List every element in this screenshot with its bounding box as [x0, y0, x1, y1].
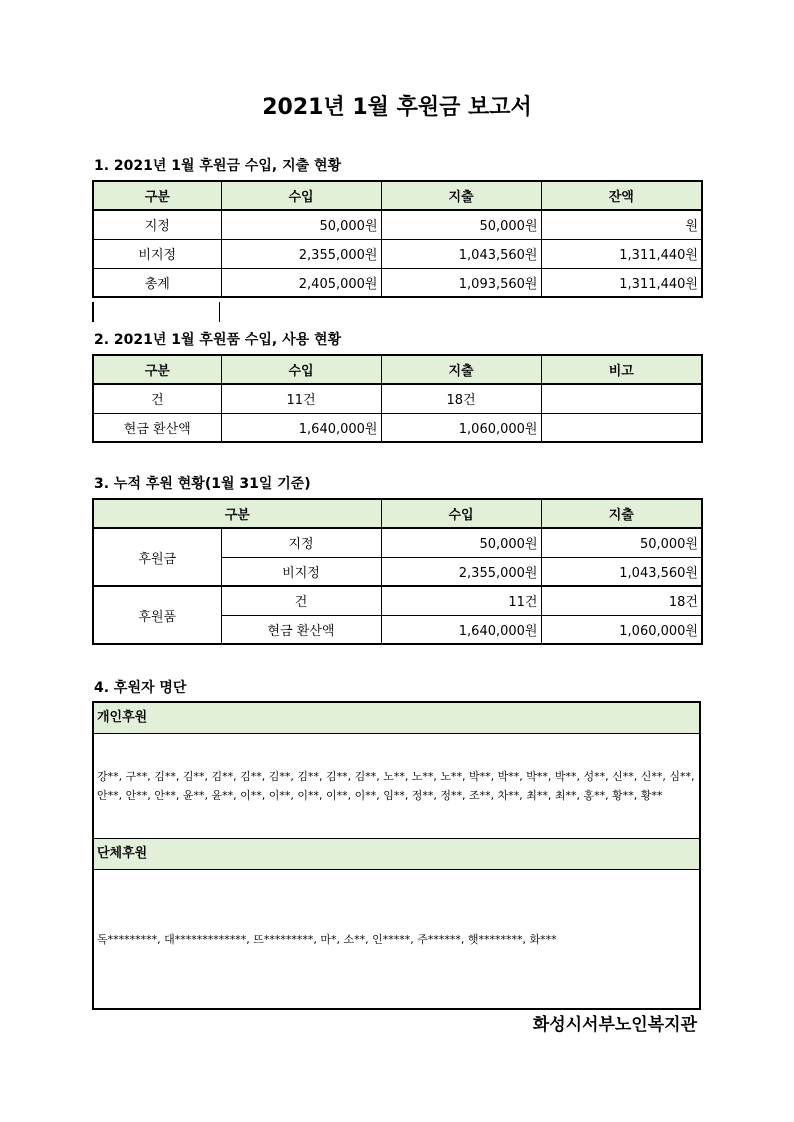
row-label: 건: [221, 586, 381, 615]
row-label: 현금 환산액: [93, 413, 221, 442]
section3-heading: 3. 누적 후원 현황(1월 31일 기준): [94, 476, 311, 492]
header-cell: 수입: [221, 355, 381, 384]
row-label: 총계: [93, 268, 221, 297]
expense-cell: 1,043,560원: [541, 557, 702, 586]
row-label: 지정: [93, 210, 221, 239]
income-cell: 11건: [381, 586, 541, 615]
row-label: 건: [93, 384, 221, 413]
expense-cell: 1,060,000원: [381, 413, 541, 442]
balance-cell: 1,311,440원: [541, 239, 702, 268]
note-cell: [541, 413, 702, 442]
expense-cell: 1,093,560원: [381, 268, 541, 297]
group-label: 후원품: [93, 586, 221, 644]
expense-cell: 18건: [541, 586, 702, 615]
header-cell: 지출: [381, 181, 541, 210]
table-header-row: [93, 355, 702, 384]
expense-cell: 1,060,000원: [541, 615, 702, 644]
table-row: [93, 528, 702, 557]
header-cell: 수입: [381, 499, 541, 528]
income-cell: 11건: [221, 384, 381, 413]
header-cell: 수입: [221, 181, 381, 210]
individual-donor-list: 강**, 구**, 김**, 김**, 김**, 김**, 김**, 김**, 김**, 김**, 노**, 노**, 노**, 박**, 박**, 박**, 박**, 성**, 신**, 신**, 심**, 안**, 안**, 안**, 윤**, 윤**, 이**, 이**, 이**, 이**, 이**, 임**, 정**, 정**, 조**, 차**, 최**, 최**, 홍**, 황**, 황**: [97, 770, 695, 802]
income-cell: 1,640,000원: [221, 413, 381, 442]
row-label: 비지정: [221, 557, 381, 586]
table-row: [93, 210, 702, 239]
table-row: [93, 413, 702, 442]
donor-list-box: [92, 701, 701, 1010]
header-cell: 비고: [541, 355, 702, 384]
header-cell: 구분: [93, 499, 381, 528]
expense-cell: 18건: [381, 384, 541, 413]
header-cell: 구분: [93, 355, 221, 384]
table-row: [93, 586, 702, 615]
group-label: 후원금: [93, 528, 221, 586]
group-donor-list: 독*********, 대*************, 뜨*********, 마*, 소**, 인*****, 주******, 햇********, 화***: [97, 932, 557, 946]
group-donor-list-area: [94, 870, 699, 1008]
table-row: [93, 239, 702, 268]
page-title: 2021년 1월 후원금 보고서: [262, 95, 532, 120]
income-cell: 1,640,000원: [381, 615, 541, 644]
note-cell: [541, 384, 702, 413]
expense-cell: 1,043,560원: [381, 239, 541, 268]
header-cell: 구분: [93, 181, 221, 210]
section1-table: [92, 180, 703, 298]
table-header-row: [93, 181, 702, 210]
income-cell: 2,405,000원: [221, 268, 381, 297]
row-label: 비지정: [93, 239, 221, 268]
row-label: 지정: [221, 528, 381, 557]
section3-table: [92, 498, 703, 645]
section2-heading: 2. 2021년 1월 후원품 수입, 사용 현황: [94, 332, 342, 348]
group-donor-label: 단체후원: [94, 838, 699, 870]
expense-cell: 50,000원: [381, 210, 541, 239]
table-header-row: [93, 499, 702, 528]
balance-cell: 1,311,440원: [541, 268, 702, 297]
income-cell: 50,000원: [381, 528, 541, 557]
income-cell: 2,355,000원: [381, 557, 541, 586]
section4-heading: 4. 후원자 명단: [94, 680, 187, 696]
header-cell: 지출: [381, 355, 541, 384]
header-cell: 잔액: [541, 181, 702, 210]
section1-heading: 1. 2021년 1월 후원금 수입, 지출 현황: [94, 158, 342, 174]
individual-donor-list-area: [94, 734, 699, 838]
income-cell: 2,355,000원: [221, 239, 381, 268]
grid-line: [92, 302, 94, 322]
grid-line: [219, 302, 220, 322]
header-cell: 지출: [541, 499, 702, 528]
row-label: 현금 환산액: [221, 615, 381, 644]
table-row: [93, 268, 702, 297]
expense-cell: 50,000원: [541, 528, 702, 557]
balance-cell: 원: [541, 210, 702, 239]
individual-donor-label: 개인후원: [94, 703, 699, 734]
income-cell: 50,000원: [221, 210, 381, 239]
table-row: [93, 384, 702, 413]
organization-name: 화성시서부노인복지관: [532, 1015, 697, 1035]
section2-table: [92, 354, 703, 443]
